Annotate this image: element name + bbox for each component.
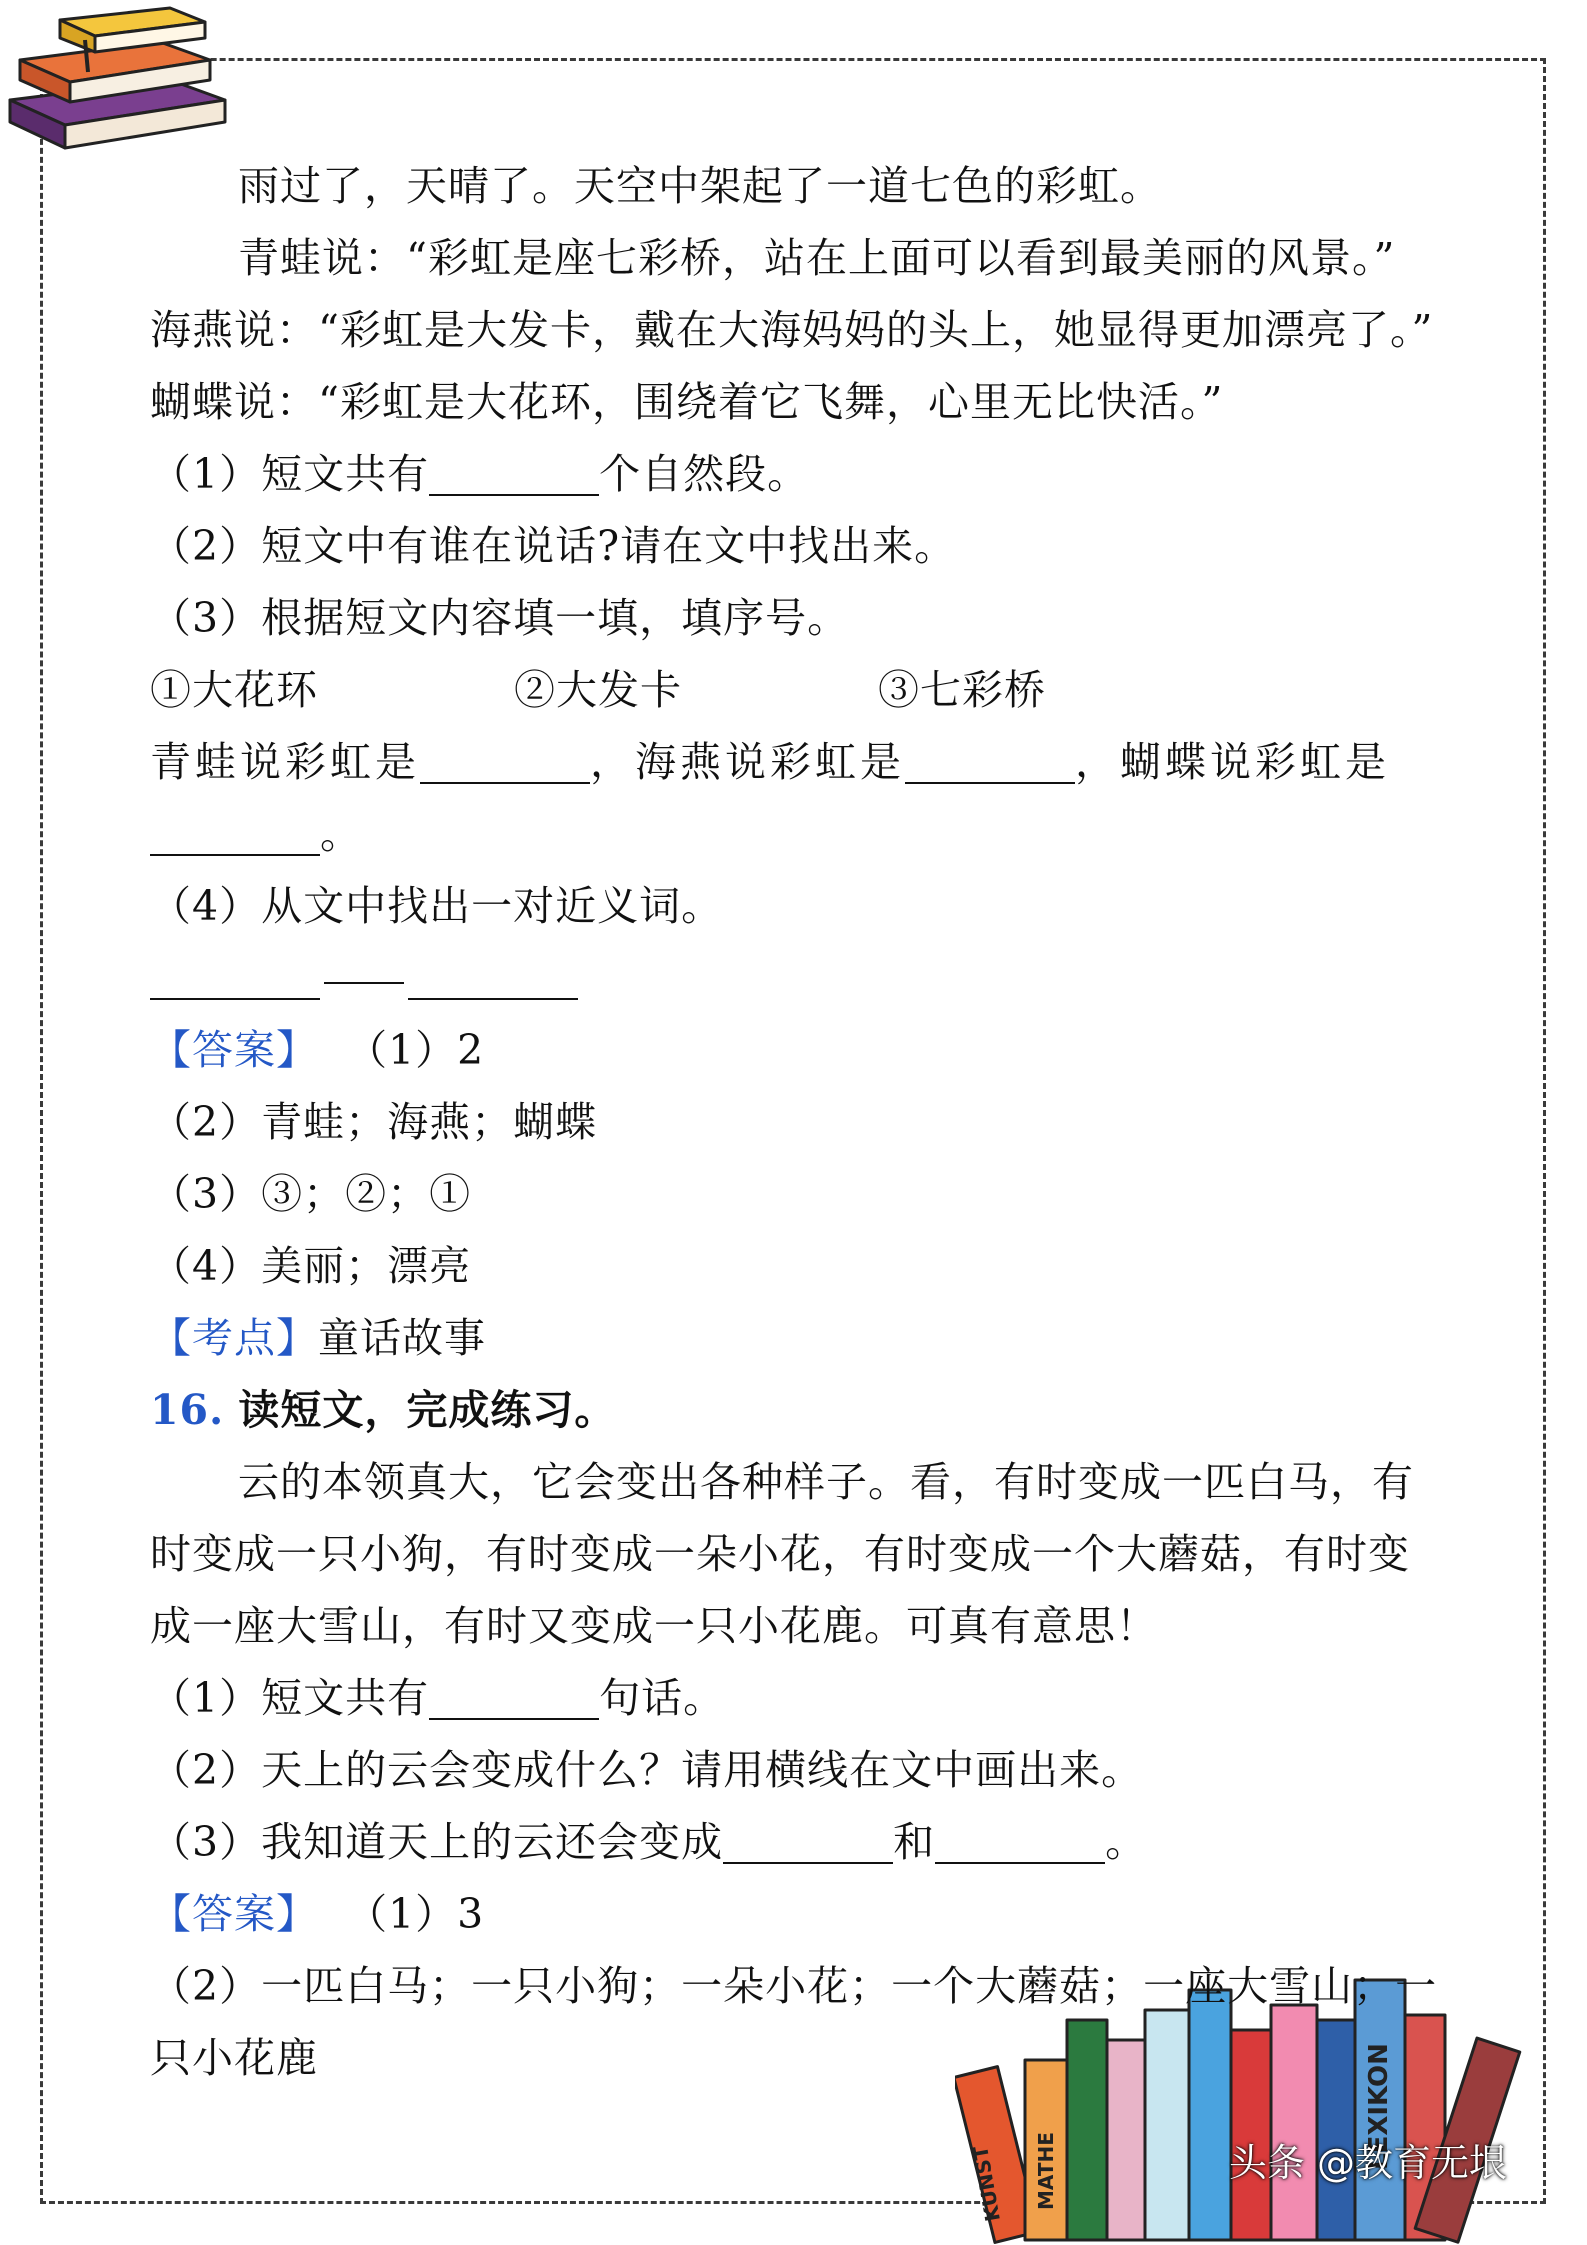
passage1-swallow-line: 海燕说：“彩虹是大发卡，戴在大海妈妈的头上，她显得更加漂亮了。” [150,306,1434,354]
q15-answer4: （4）美丽；漂亮 [150,1242,472,1290]
answer-blank [429,1676,599,1720]
answer-tag: 【答案】 [150,1026,318,1074]
answer-blank [420,740,590,784]
q15-synonym-blanks [150,942,1450,1014]
q15-question2: （2）短文中有谁在说话?请在文中找出来。 [150,522,957,570]
q15-answer3: （3）③；②；① [150,1170,472,1218]
book-spine-kunst: KUNST [968,2144,1005,2224]
q15-answer1: 【答案】 （1）2 [150,1026,485,1074]
q16-question2: （2）天上的云会变成什么？请用横线在文中画出来。 [150,1746,1144,1794]
passage1-frog-line: 青蛙说：“彩虹是座七彩桥，站在上面可以看到最美丽的风景。” [238,234,1396,282]
q16-answer2-line2: 只小花鹿 [150,2034,318,2082]
passage1-butterfly-line: 蝴蝶说：“彩虹是大花环，围绕着它飞舞，心里无比快活。” [150,378,1224,426]
q15-fill-line: 青蛙说彩虹是 ，海燕说彩虹是 ，蝴蝶说彩虹是 [150,738,1390,786]
q16-passage-line3: 成一座大雪山，有时又变成一只小花鹿。可真有意思！ [150,1602,1158,1650]
answer-blank [408,956,578,1000]
q16-question3: （3）我知道天上的云还会变成 和 。 [150,1818,1148,1866]
q15-question3: （3）根据短文内容填一填，填序号。 [150,594,850,642]
q15-options [150,654,1450,726]
stacked-books-illustration [0,0,240,160]
answer-blank [150,956,320,1000]
book-spine-mathe: MATHE [1034,2132,1058,2210]
q15-question1: （1）短文共有 个自然段。 [150,450,810,498]
answer-blank [723,1820,893,1864]
q15-kaodian: 【考点】童话故事 [150,1314,486,1362]
passage1-paragraph1: 雨过了，天晴了。天空中架起了一道七色的彩虹。 [238,162,1162,210]
q16-answer2-line1: （2）一匹白马；一只小狗；一朵小花；一个大蘑菇；一座大雪山；一 [150,1962,1438,2010]
watermark: 头条 @教育无垠 [1228,2141,1507,2185]
q15-question4: （4）从文中找出一对近义词。 [150,882,724,930]
book-spine-lexikon: LEXIKON [1364,2043,1394,2170]
kaodian-tag: 【考点】 [150,1314,318,1362]
answer-tag: 【答案】 [150,1890,318,1938]
option-1: ①大花环 [150,666,318,714]
answer-blank [429,452,599,496]
q15-fill-line-end: 。 [150,798,1450,870]
q16-heading [150,1374,1450,1446]
answer-blank [935,1820,1105,1864]
answer-blank [905,740,1075,784]
q15-answer2: （2）青蛙；海燕；蝴蝶 [150,1098,598,1146]
q16-passage-line2: 时变成一只小狗，有时变成一朵小花，有时变成一个大蘑菇，有时变 [150,1530,1410,1578]
q16-passage-line1: 云的本领真大，它会变出各种样子。看，有时变成一匹白马，有 [238,1458,1414,1506]
question-title: 读短文，完成练习。 [238,1386,617,1434]
q16-answer1: 【答案】 （1）3 [150,1890,485,1938]
option-2: ②大发卡 [514,666,682,714]
question-number: 16. [150,1386,225,1434]
q16-question1: （1）短文共有 句话。 [150,1674,726,1722]
option-3: ③七彩桥 [878,666,1046,714]
answer-blank [150,812,320,856]
dash-separator [324,946,404,984]
worksheet-content [150,150,1450,2094]
